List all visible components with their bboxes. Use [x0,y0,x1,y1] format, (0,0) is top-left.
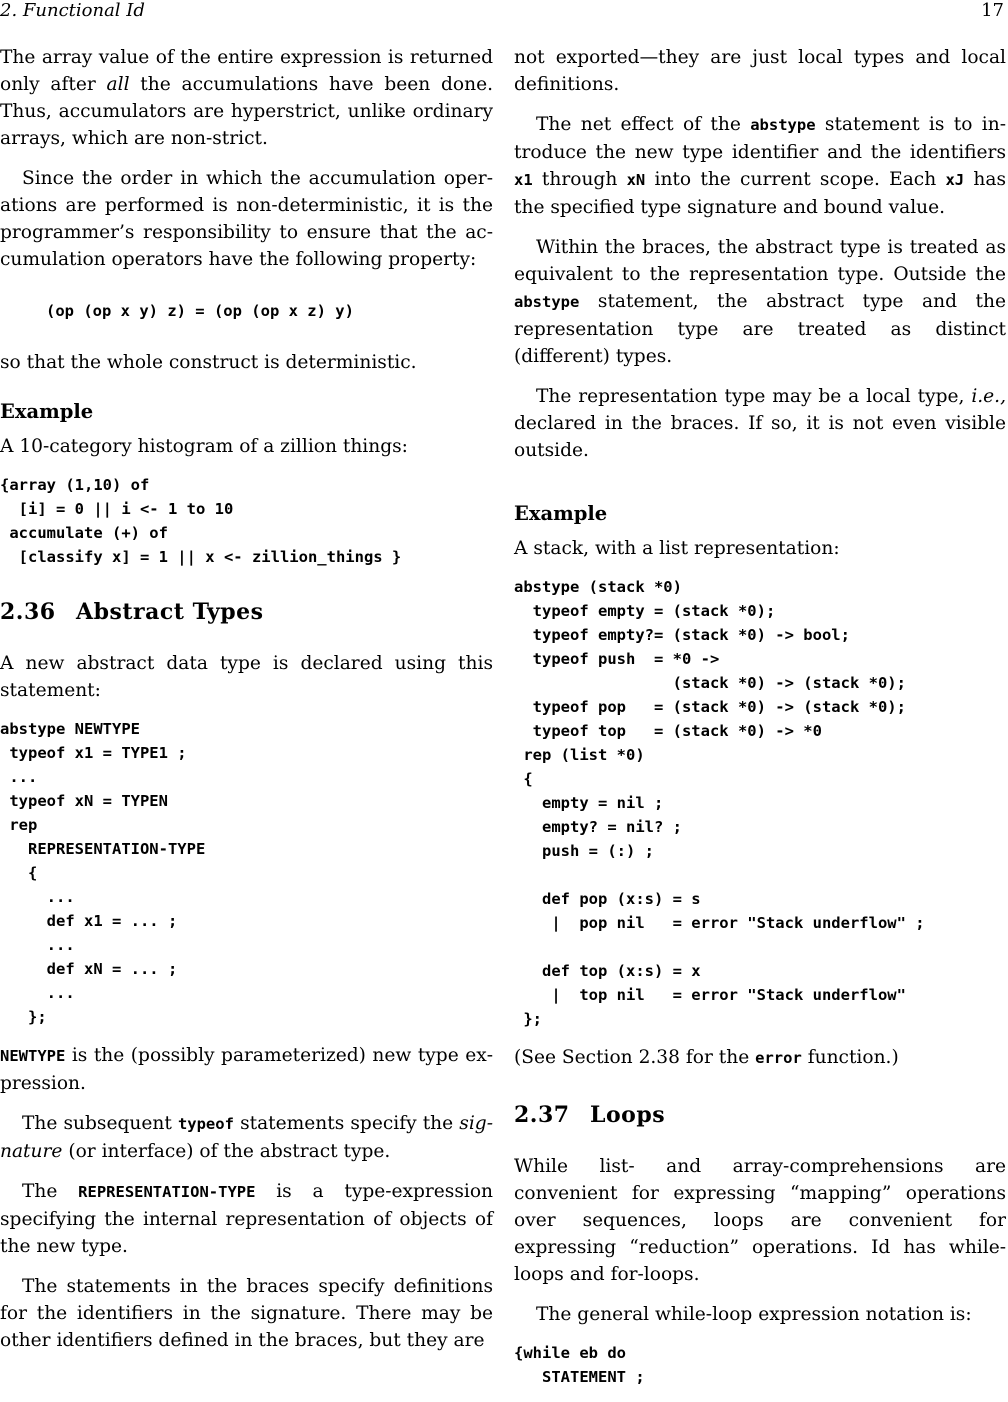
section-number: 2.37 [514,1102,570,1128]
inline-code: abstype [514,293,580,311]
paragraph: The general while-loop expression notation is: [536,1304,972,1325]
paragraph: so that the whole construct is deterministic. [0,352,417,373]
emphasis: all [106,74,130,95]
paragraph: Within the braces, the abstract type is treated as equivalent to the representation type. Outside the abstype statement, the abstract type and the representation type are treated as distinct (different) types. [514,237,1006,367]
paragraph: The net effect of the abstype statement is to introduce the new type identifier and the identifiers x1 through xN into the current scope. Each xJ has the specified type signature and bound value. [514,114,1006,218]
example-caption: A stack, with a list representation: [514,538,840,559]
inline-code: xN [626,171,646,189]
paragraph: not exported—they are just local types and local definitions. [514,47,1006,95]
paragraph: NEWTYPE is the (possibly parameterized) new type expression. [0,1045,493,1094]
code-block-while-loop: {while eb do STATEMENT ; [514,1344,645,1386]
inline-code: NEWTYPE [0,1047,66,1065]
inline-code: error [755,1049,802,1067]
paragraph: The representation type may be a local type, i.e., declared in the braces. If so, it is not even visible outside. [514,386,1006,461]
left-column [0,44,493,1367]
inline-code: REPRESENTATION-TYPE [78,1183,256,1201]
paragraph: The REPRESENTATION-TYPE is a type-expression specifying the internal representation of objects of the new type. [0,1181,493,1257]
chapter-title: 2. Functional Id [0,0,145,21]
emphasis: signature [0,1113,493,1162]
paragraph: (See Section 2.38 for the error function.) [514,1047,899,1068]
section-title: Abstract Types [76,599,264,625]
inline-code: xJ [945,171,965,189]
inline-code: x1 [514,171,533,189]
code-block-stack: abstype (stack *0) typeof empty = (stack *0); typeof empty?= (stack *0) -> bool; typeof push = *0 -> (stack *0) -> (stack *0); typeof pop = (stack *0) -> (stack *0); typeof top = (stack *0) -> *0 rep (list *0) { empty = nil ; empty? = nil? ; push = (:) ; def pop (x:s) = s | pop nil = error "Stack underflow" ; def top (x:s) = x | top nil = error "Stack underflow" }; [514,578,925,1028]
section-number: 2.36 [0,599,56,625]
paragraph: The subsequent typeof statements specify the signature (or interface) of the abstract type. [0,1113,493,1162]
paragraph: While list- and array-comprehensions are convenient for expressing “mapping” operations over sequences, loops are convenient for expressing “reduction” operations. Id has while-loops and for-loops. [514,1156,1006,1285]
paragraph: The array value of the entire expression is returned only after all the accumulations have been done. Thus, accumulators are hyperstrict, unlike ordinary arrays, which are non-strict. [0,47,493,149]
property-formula: (op (op x y) z) = (op (op x z) y) [46,302,354,320]
example-heading: Example [0,400,94,423]
paragraph: A new abstract data type is declared using this statement: [0,653,493,701]
inline-code: typeof [177,1115,234,1133]
code-block-abstype-syntax: abstype NEWTYPE typeof x1 = TYPE1 ; ... typeof xN = TYPEN rep REPRESENTATION-TYPE { ... def x1 = ... ; ... def xN = ... ; ... }; [0,720,206,1026]
example-heading: Example [514,502,608,525]
inline-code: abstype [750,116,816,134]
section-title: Loops [590,1102,666,1128]
page-header [0,0,1008,26]
paragraph: Since the order in which the accumulation operations are performed is non-deterministic, it is the programmer’s responsibility to ensure that the accumulation operators have the following property: [0,168,493,270]
emphasis: i.e., [971,386,1006,407]
section-heading-loops [514,1102,1006,1129]
paragraph: The statements in the braces specify definitions for the identifiers in the signature. There may be other identifiers defined in the braces, but they are [0,1276,493,1351]
page-number: 17 [981,0,1004,21]
section-heading-abstract-types [0,599,493,626]
right-column [514,44,1006,1402]
example-caption: A 10-category histogram of a zillion things: [0,436,408,457]
code-block-histogram: {array (1,10) of [i] = 0 || i <- 1 to 10 accumulate (+) of [classify x] = 1 || x <- zillion_things } [0,476,402,566]
